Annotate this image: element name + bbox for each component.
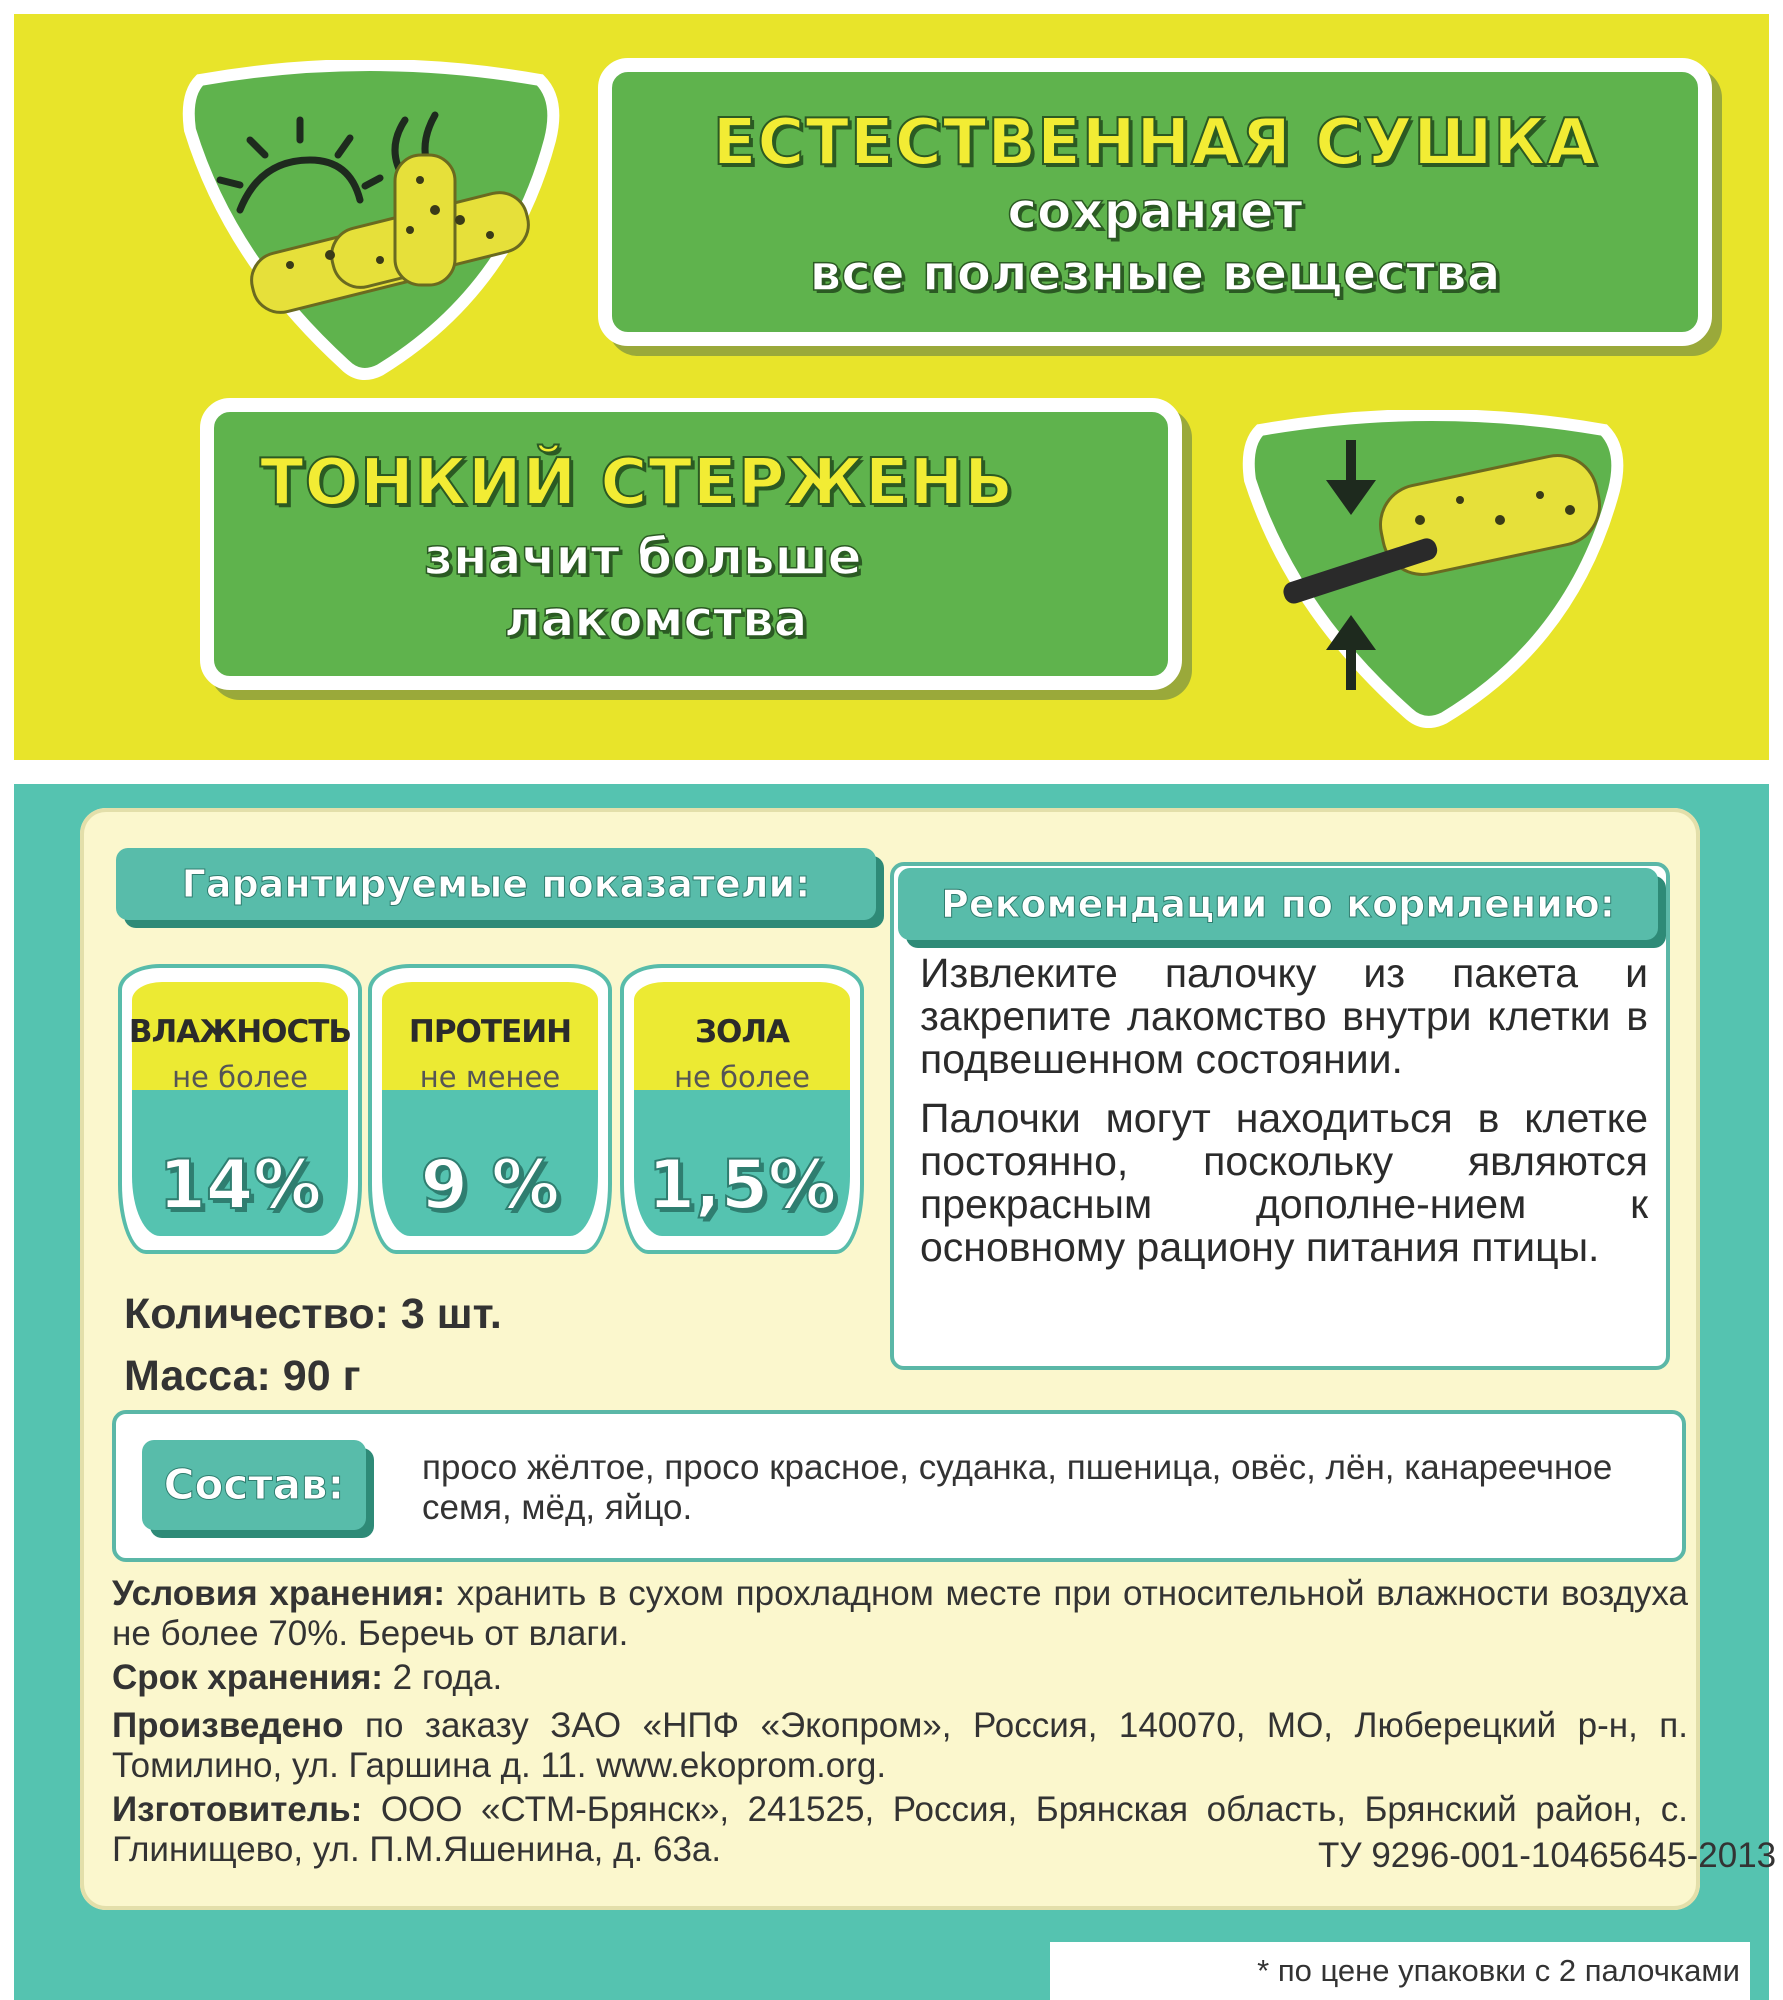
indicator-value: 1,5% <box>647 1146 837 1225</box>
sun-drying-sticks-icon <box>180 60 560 382</box>
indicator-condition: не более <box>172 1060 308 1094</box>
thin-rod-line1: значит больше <box>424 528 862 586</box>
thin-rod-line2: лакомства <box>504 590 808 648</box>
feeding-paragraph-1: Извлеките палочку из пакета и закрепите лакомство внутри клетки в подвешенном состоянии. <box>920 950 1648 1082</box>
tu-code: ТУ 9296-001-10465645-2013 <box>1318 1836 1777 1875</box>
storage-text: хранить в сухом прохладном месте при относительной влажности воздуха не более 70%. Беречь от влаги. <box>112 1574 1688 1653</box>
manufacturer-text: ООО «СТМ-Брянск», 241525, Россия, Брянская область, Брянский район, с. Глинищево, ул. П.М.Яшенина, д. 63а. <box>112 1790 1688 1869</box>
natural-drying-title: ЕСТЕСТВЕННАЯ СУШКА <box>712 106 1598 180</box>
natural-drying-banner <box>598 58 1712 346</box>
storage-label: Условия хранения: <box>112 1574 445 1613</box>
indicator-value: 9 % <box>420 1146 560 1225</box>
composition-text: просо жёлтое, просо красное, суданка, пшеница, овёс, лён, канареечное семя, мёд, яйцо. <box>422 1448 1613 1527</box>
indicator-ash <box>620 964 864 1254</box>
indicator-value: 14% <box>158 1146 322 1225</box>
shelf-life-label: Срок хранения: <box>112 1658 383 1697</box>
quantity-text: Количество: 3 шт. <box>124 1290 502 1338</box>
natural-drying-line1: сохраняет <box>1007 182 1303 240</box>
thin-rod-arrows-icon <box>1240 410 1624 728</box>
produced-text: по заказу ЗАО «НПФ «Экопром», Россия, 140070, МО, Люберецкий р-н, п. Томилино, ул. Гаршина д. 11. www.ekoprom.org. <box>112 1706 1688 1785</box>
storage-conditions <box>112 1574 1688 1654</box>
feeding-paragraph-2: Палочки могут находиться в клетке постоянно, поскольку являются прекрасным дополне-нием к основному рациону питания птицы. <box>920 1095 1648 1270</box>
shelf-life-text: 2 года. <box>392 1658 503 1697</box>
produced-info <box>112 1706 1688 1786</box>
composition-heading: Состав: <box>142 1440 366 1530</box>
thin-rod-title: ТОНКИЙ СТЕРЖЕНЬ <box>260 446 1014 520</box>
indicator-label: ВЛАЖНОСТЬ <box>128 1014 352 1050</box>
manufacturer-label: Изготовитель: <box>112 1790 363 1829</box>
mass-text: Масса: 90 г <box>124 1352 361 1400</box>
feeding-recommendations-heading: Рекомендации по кормлению: <box>898 868 1658 940</box>
indicator-label: ПРОТЕИН <box>408 1014 572 1050</box>
indicator-condition: не менее <box>419 1060 561 1094</box>
price-footnote: * по цене упаковки с 2 палочками <box>1050 1942 1750 2000</box>
indicator-label: ЗОЛА <box>694 1014 790 1050</box>
guaranteed-indicators-heading: Гарантируемые показатели: <box>116 848 876 920</box>
natural-drying-line2: все полезные вещества <box>809 244 1501 302</box>
indicator-protein <box>368 964 612 1254</box>
thin-rod-banner <box>200 398 1182 690</box>
indicator-condition: не более <box>674 1060 810 1094</box>
feeding-recommendations-text <box>920 952 1648 1285</box>
indicator-moisture <box>118 964 362 1254</box>
produced-label: Произведено <box>112 1706 344 1745</box>
shelf-life <box>112 1658 1688 1698</box>
